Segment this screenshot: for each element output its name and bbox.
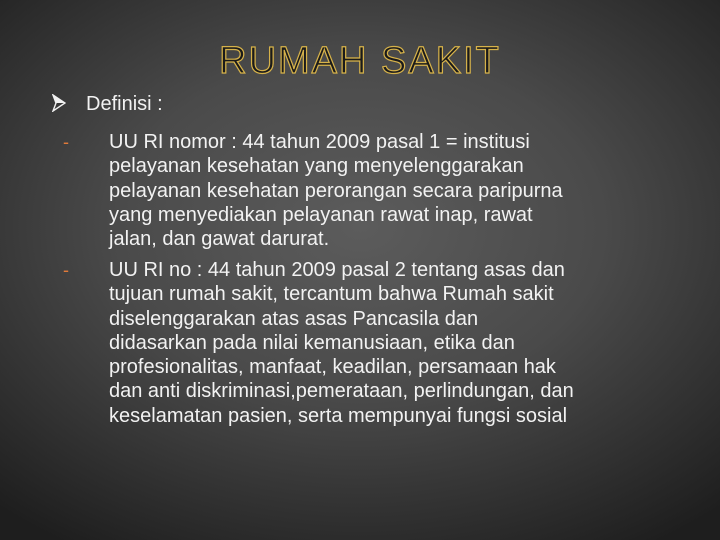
text-line: dan anti diskriminasi,pemerataan, perlindungan, dan xyxy=(109,380,574,403)
slide-title: RUMAH SAKIT xyxy=(219,40,501,82)
text-line: UU RI no : 44 tahun 2009 pasal 2 tentang asas dan xyxy=(109,259,565,281)
subbullet-text xyxy=(109,130,689,251)
dash-bullet: - xyxy=(63,260,69,280)
text-line: profesionalitas, manfaat, keadilan, persamaan hak xyxy=(109,356,556,379)
text-line: tujuan rumah sakit, tercantum bahwa Rumah sakit xyxy=(109,283,554,306)
arrow-bullet-icon xyxy=(52,94,66,112)
text-line: UU RI nomor : 44 tahun 2009 pasal 1 = institusi xyxy=(109,131,530,153)
subbullet-text xyxy=(109,258,689,428)
text-line: pelayanan kesehatan perorangan secara paripurna xyxy=(109,179,563,202)
bullet-label: Definisi : xyxy=(86,93,163,115)
text-line: keselamatan pasien, serta mempunyai fungsi sosial xyxy=(109,404,568,427)
text-line: yang menyediakan pelayanan rawat inap, rawat xyxy=(109,203,533,226)
text-line: diselenggarakan atas asas Pancasila dan xyxy=(109,307,479,330)
text-line: didasarkan pada nilai kemanusiaan, etika dan xyxy=(109,331,515,354)
text-line: pelayanan kesehatan yang menyelenggarakan xyxy=(109,155,524,178)
dash-bullet: - xyxy=(63,132,69,152)
text-line: jalan, dan gawat darurat. xyxy=(109,228,330,251)
